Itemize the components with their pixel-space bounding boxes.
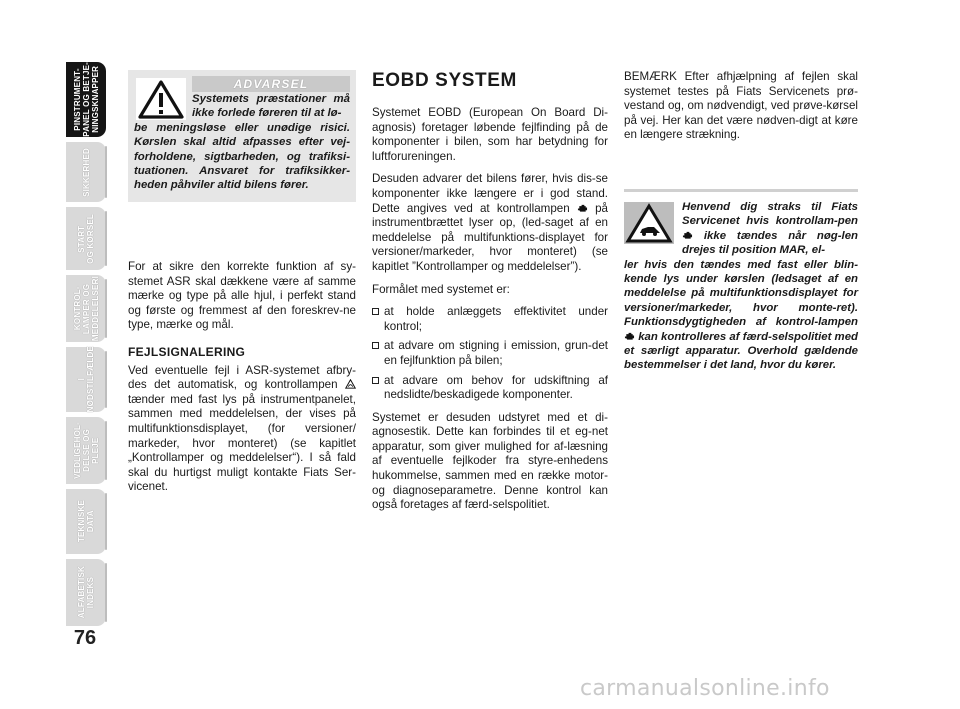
text-span: Henvend dig straks til Fiats Servicenet hvis kontrollam-pen	[682, 200, 858, 228]
paragraph: Systemet er desuden udstyret med et di-agnosestik. Dette kan forbindes til et eg-net apparatur, som giver mulighed for af-læsning af eventuelle fejlkoder fra styre-enhedens hukommelse, sammen med en række motor- og diagnoseparametre. Denne kontrol kan også foretages af færd-selspolitiet.	[372, 410, 608, 512]
tab-label: SIKKERHED	[81, 147, 91, 197]
watermark: carmanualsonline.info	[580, 676, 830, 701]
warning-triangle-icon	[136, 78, 186, 120]
page-title: EOBD SYSTEM	[372, 70, 517, 91]
warning-lead: Systemets præstationer må ikke forlede føreren til at lø-	[192, 93, 350, 120]
page-number: 76	[73, 627, 97, 649]
text-span: ikke tændes når nøg-len drejes til position MAR, el-	[682, 229, 858, 257]
paragraph: Formålet med systemet er:	[372, 282, 510, 296]
tab-safety[interactable]	[66, 142, 106, 202]
warning-box	[128, 70, 356, 202]
asr-warning-lamp-icon	[345, 379, 356, 389]
text-span: Ved eventuelle fejl i ASR-systemet afbry-des det automatisk, og kontrollampen	[128, 363, 356, 392]
tab-label: VEDLIGEHOL- DELSE OG PLEJE	[72, 422, 100, 479]
text-span: ler hvis den tændes med fast eller blin-kende lys under kørslen (ledsaget af en meddelelse på multifunktionsdisplayet for versioner/markeder, hvor monte-ret). Funktionsdygtigheden af kontrol-lampen	[624, 258, 858, 329]
list-item: at advare om behov for udskiftning af nedslidte/beskadigede komponenter.	[372, 374, 608, 403]
column-middle	[372, 70, 608, 521]
paragraph: For at sikre den korrekte funktion af sy-stemet ASR skal dækkene være af samme mærke og type på alle hjul, i perfekt stand og første og fremmest af den foreskrev-ne type, mærke og mål.	[128, 260, 356, 332]
engine-warning-lamp-icon	[577, 203, 588, 213]
list-item: at advare om stigning i emission, grun-det en fejlfunktion på bilen;	[372, 339, 608, 368]
tab-label: ALFABETISK INDEKS	[77, 566, 95, 619]
tab-index[interactable]	[66, 559, 106, 626]
text-span: på instrumentbrættet lyser op, (led-saget af en meddelelse på multifunktions-displayet for versioner/markeder, hvor monteret) (se kapitlet ”Kontrollamper og meddelelser”).	[372, 201, 608, 273]
tab-label: START OG KØRSEL	[77, 213, 95, 264]
tab-start-driving[interactable]	[66, 207, 106, 270]
tab-emergency[interactable]	[66, 347, 106, 412]
engine-warning-lamp-icon	[624, 331, 635, 341]
tab-label: TEKNISKE DATA	[77, 500, 95, 543]
tab-technical-data[interactable]	[66, 489, 106, 554]
section-heading: FEJLSIGNALERING	[128, 344, 246, 359]
tab-warning-lights[interactable]	[66, 275, 106, 342]
engine-warning-lamp-icon	[682, 230, 693, 240]
column-left	[128, 70, 356, 503]
column-right	[624, 70, 858, 373]
text-span: kan kontrolleres af færd-selspolitiet med et særligt apparatur. Overhold gældende bestemmelser i det land, hvor du kører.	[624, 330, 858, 372]
tab-instrument-panel[interactable]	[66, 62, 106, 137]
text-span: Desuden advarer det bilens fører, hvis dis-se komponenter ikke længere er i god stand. Dette angives ved at kontrollampen	[372, 172, 608, 215]
paragraph	[128, 364, 356, 495]
note-paragraph: BEMÆRK Efter afhjælpning af fejlen skal systemet testes på Fiats Servicenets prø-vestand og, om nødvendigt, ved prøve-kørsel på vej. Her kan det være nødven-digt at køre en længere strækning.	[624, 70, 858, 142]
tab-label: KONTROL- LAMPER OG MEDDELELSERI	[72, 275, 100, 342]
tab-label: PINSTRUMENT- PANEL OG BETJE- NINGSKNAPPER	[72, 62, 100, 137]
tab-maintenance[interactable]	[66, 417, 106, 484]
warning-rest: be meningsløse eller unødige risici. Kørslen skal altid afpasses efter vej-forholdene, sigtbarheden, og trafiksi-tuationen. Ansvaret for trafiksikker-heden påhviler altid bilens fører.	[134, 121, 350, 192]
warning-block	[624, 192, 858, 373]
warning-title: ADVARSEL	[192, 76, 350, 92]
list-item: at holde anlæggets effektivitet under kontrol;	[372, 305, 608, 334]
tab-label: I NØDSTILFÆLDE	[77, 346, 95, 413]
paragraph: Systemet EOBD (European On Board Di-agnosis) foretager løbende fejlfinding på de komponenter i bilen, som har betydning for luftforureningen.	[372, 106, 608, 163]
warning-triangle-icon	[624, 202, 674, 244]
paragraph	[372, 172, 608, 274]
text-span: tænder med fast lys på instrumentpanelet, sammen med meddelelsen, der vises på multifunktionsdisplayet, (for versioner/ markeder, hvor monteret) (se kapitlet „Kontrollamper og meddelelser“). I så fald skal du hurtigst muligt kontakte Fiats Ser-vicenet.	[128, 392, 356, 494]
chapter-tabs	[66, 62, 106, 631]
purpose-list	[372, 305, 608, 403]
